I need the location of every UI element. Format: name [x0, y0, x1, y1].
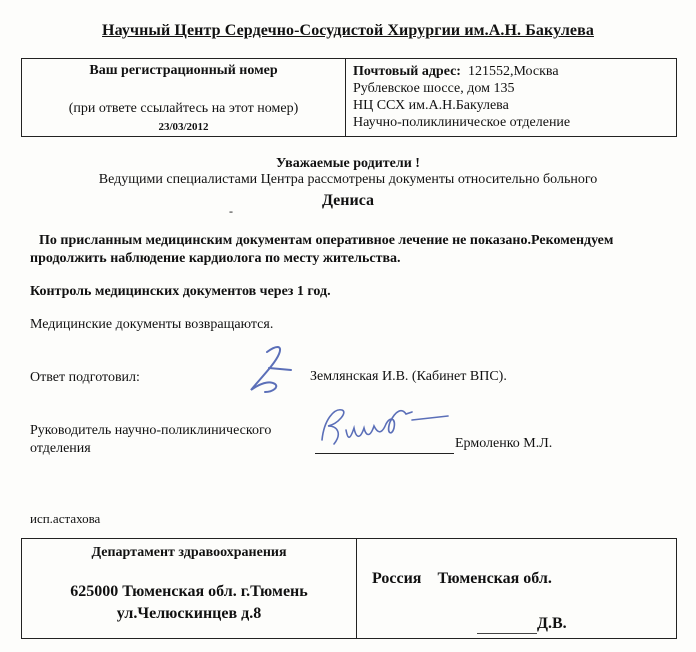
prepared-by-signature: [245, 340, 305, 400]
medical-conclusion: По присланным медицинским документам оперативное лечение не показано.Рекомендуем продолжить наблюдение кардиолога по месту жительства.: [30, 233, 614, 266]
box-divider: [356, 539, 357, 638]
recipient-initials: Д.В.: [537, 615, 567, 632]
patient-name: Дениса: [321, 192, 375, 209]
document-title: Научный Центр Сердечно-Сосудистой Хирургии им.А.Н. Бакулева: [102, 22, 594, 39]
postal-street: Рублевское шоссе, дом 135: [353, 81, 515, 96]
registration-hint: (при ответе ссылайтесь на этот номер): [68, 101, 299, 116]
intro-text: Ведущими специалистами Центра рассмотрены документы относительно больного: [98, 172, 598, 187]
initials-line: [477, 633, 537, 634]
postal-address-label: Почтовый адрес:: [353, 64, 461, 79]
recipient-address-line2: ул.Челюскинцев д.8: [116, 605, 262, 622]
signature-line: [315, 453, 454, 454]
registration-date: 23/03/2012: [158, 121, 209, 133]
documents-returned-note: Медицинские документы возвращаются.: [30, 317, 274, 332]
dash-mark: -: [229, 204, 233, 218]
department-head-name: Ермоленко М.Л.: [455, 436, 553, 451]
postal-org: НЦ ССХ им.А.Н.Бакулева: [353, 98, 509, 113]
prepared-by-label: Ответ подготовил:: [30, 370, 140, 385]
postal-address: [353, 63, 570, 131]
box-divider: [345, 59, 346, 136]
postal-department: Научно-поликлиническое отделение: [353, 115, 571, 130]
recipient-address-line1: 625000 Тюменская обл. г.Тюмень: [70, 583, 308, 600]
header-info-box: [21, 58, 677, 137]
control-note: Контроль медицинских документов через 1 год.: [30, 284, 331, 299]
executor-note: исп.астахова: [30, 511, 101, 526]
registration-number-label: Ваш регистрационный номер: [89, 63, 278, 78]
recipient-box: [21, 538, 677, 639]
recipient-country-region: Россия Тюменская обл.: [372, 570, 552, 587]
department-head-label: Руководитель научно-поликлинического отделения: [30, 423, 272, 456]
prepared-by-name: Землянская И.В. (Кабинет ВПС).: [310, 369, 507, 384]
postal-zip-city: 121552,Москва: [467, 64, 559, 79]
department-head-signature: [312, 400, 452, 458]
recipient-department: Департамент здравоохранения: [91, 545, 287, 560]
greeting: Уважаемые родители !: [276, 156, 420, 171]
